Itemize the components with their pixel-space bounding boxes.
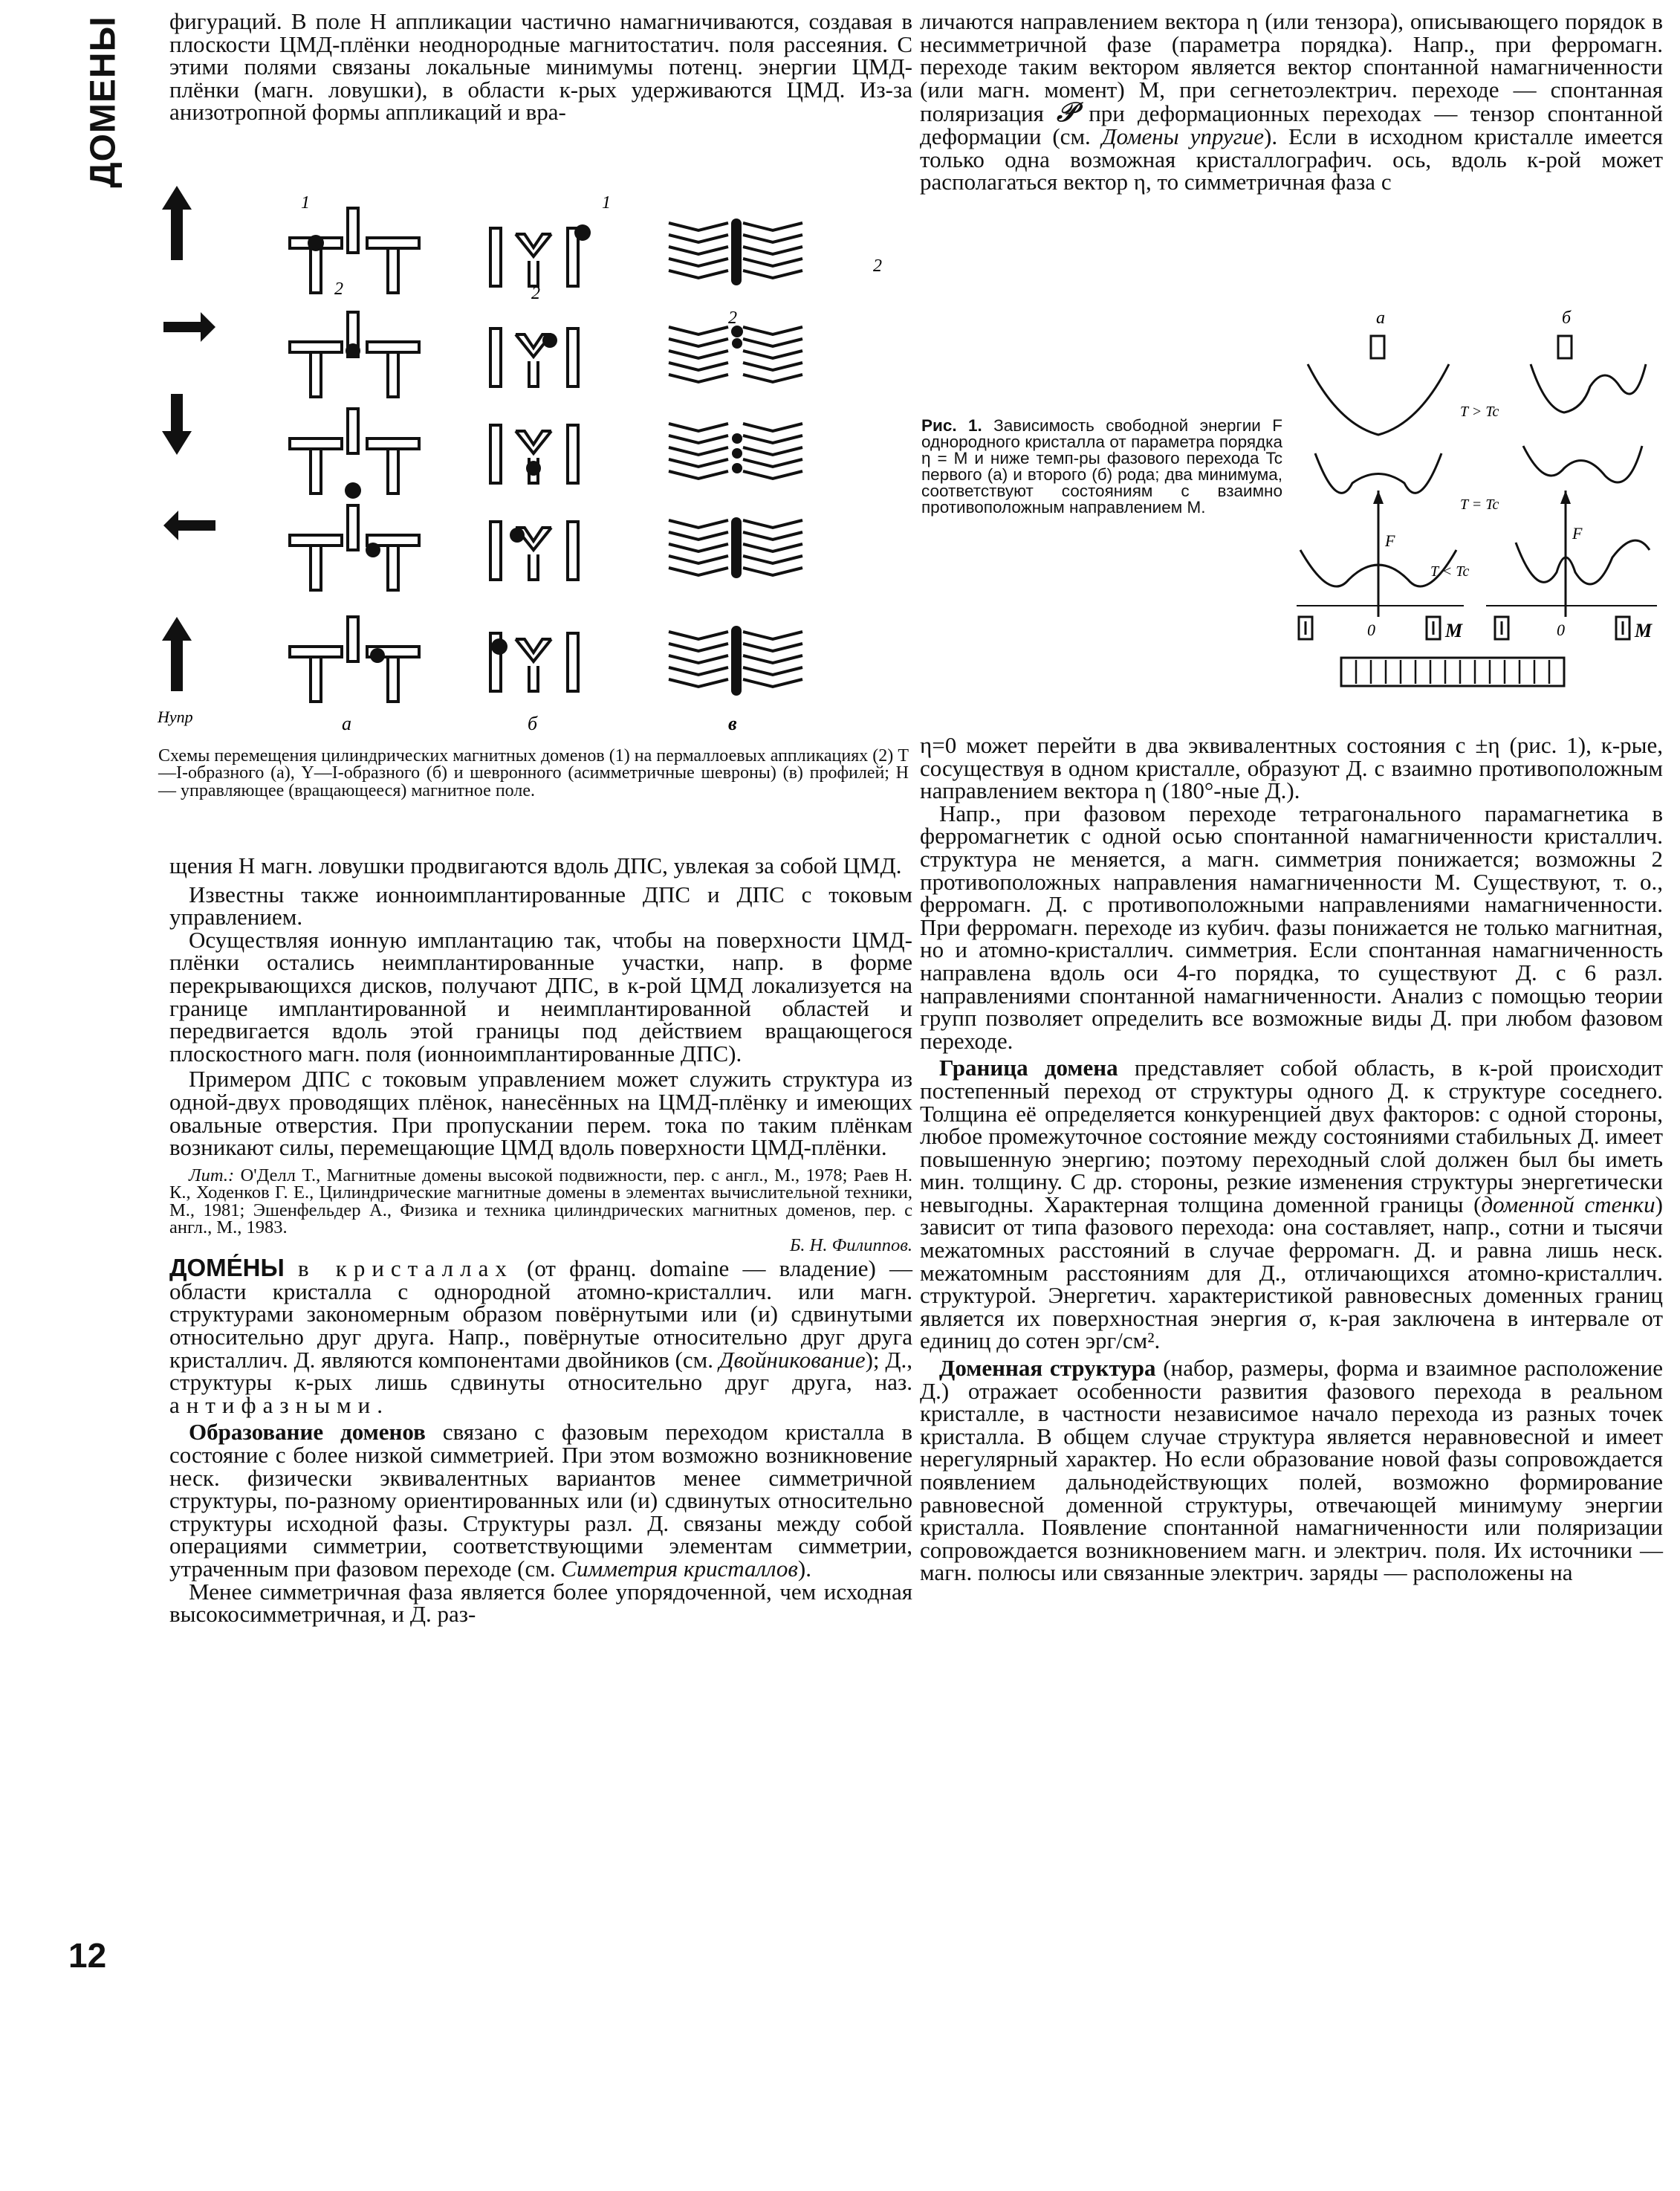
domain-strip xyxy=(1341,658,1564,686)
svg-text:M: M xyxy=(1445,620,1463,641)
structure-head: Доменная структура xyxy=(939,1355,1156,1382)
article-intro-ref: Двойникование xyxy=(719,1346,866,1373)
boundary-paragraph xyxy=(920,1057,1663,1353)
fig2-icon-a xyxy=(1371,336,1384,358)
fig2-axis-f-a: F xyxy=(1385,531,1395,550)
label-2c-2: 2 xyxy=(728,308,737,328)
figure2-caption-head: Рис. 1. xyxy=(921,416,982,435)
boundary-head: Граница домена xyxy=(939,1055,1118,1081)
label-2a: 2 xyxy=(334,279,343,299)
structure-text: (набор, размеры, форма и взаимное расположение Д.) отражает особенности развития фазового перехода в реальном кристалле, в частности независимое начало перехода из разных точек кристалла. В общем случае структура является неравновесной и имеет нерегулярный характер. Но если образование новой фазы сопровождается появлением дальнодействующих полей, возможно формирование равновесной доменной структуры, отвечающей минимуму энергии кристалла. Появление спонтанной намагниченности или поляризации сопровождается возникновением магн. и электрич. поля. Их источники — магн. полюсы или связанные электрич. заряды — расположены на xyxy=(920,1355,1663,1586)
article-term: ДОМЕ́НЫ xyxy=(169,1254,285,1282)
col1-top-paragraph: фигураций. В поле H аппликации частично намагничиваются, создавая в плоскости ЦМД-плёнки неоднородные магнитостатич. поля рассеяния. С этими полями связаны локальные минимумы потенц. энергии ЦМД-плёнки (магн. ловушки), в области к-рых удерживаются ЦМД. Из-за анизотропной формы аппликаций и вра- xyxy=(169,8,912,126)
col2-p1b: при деформационных переходах — тензор спонтанной деформации (см. xyxy=(920,100,1663,149)
col2-paragraph-1: η=0 может перейти в два эквивалентных состояния с ±η (рис. 1), к-рые, сосуществуя в одном кристалле, образуют Д. с взаимно противоположным направлением вектора η (180°-ные Д.). xyxy=(920,732,1663,804)
col1-paragraph-3: Осуществляя ионную имплантацию так, чтобы на поверхности ЦМД-плёнки остались неимплантированные участки, напр. в форме перекрывающихся дисков, получают ДПС, в к-рой ЦМД локализуется на границе имплантированной и неимплантированной областей и передвигается вдоль этой границы под действием вращающегося плоскостного магн. поля (ионноимплантированные ДПС). xyxy=(169,926,912,1067)
fig2-t-gt: T > Tc xyxy=(1460,404,1499,420)
label-2c: 2 xyxy=(873,256,882,276)
boundary-ref: доменной стенки xyxy=(1481,1191,1655,1217)
figure2-caption xyxy=(921,418,1282,516)
less-symmetric-paragraph: Менее симметричная фаза является более упорядоченной, чем исходная высокосимметричная, и Д. раз- xyxy=(169,1578,912,1628)
arrow-down xyxy=(162,394,192,455)
fig2-axis-f-b: F xyxy=(1572,524,1583,543)
col2-p1-ref: Домены упругие xyxy=(1101,123,1265,149)
fig2-icon-b xyxy=(1558,336,1572,358)
col1-paragraph-4: Примером ДПС с токовым управлением может служить структура из одной-двух проводящих плёнок, нанесённых на ЦМД-плёнку и имеющих овальные отверстия. При пропускании перем. тока по таким плёнкам возникают силы, перемещающие ЦМД вдоль поверхности ЦМД-плёнки. xyxy=(169,1066,912,1161)
formation-ref: Симметрия кристаллов xyxy=(561,1555,798,1582)
col1-paragraph-2: Известны также ионноимплантированные ДПС и ДПС с токовым управлением. xyxy=(169,881,912,931)
formation-head: Образование доменов xyxy=(189,1419,426,1446)
panel-label-b: б xyxy=(528,713,538,734)
fig2-axis-row-b xyxy=(1495,617,1653,641)
label-1b: 1 xyxy=(602,193,611,213)
fig2-axis-row-a xyxy=(1299,617,1463,641)
svg-text:M: M xyxy=(1635,620,1653,641)
col2-paragraph-2: Напр., при фазовом переходе тетрагонального парамагнетика в ферромагнетик с одной осью спонтанной намагниченности кристаллич. структура не меняется, а магн. симметрия понижается; возможны 2 противоположных направления намагниченности M. Существуют, т. о., ферромагн. Д. с противоположными направлениями намагниченности. При ферромагн. переходе из кубич. фазы понижается не только магнитная, но и атомно-кристаллич. симметрия. Если спонтанная намагниченность направлена вдоль оси 4-го порядка, то существуют Д. с 6 разл. направлениями спонтанной намагниченности. Анализ с помощью теории групп позволяет определить все возможные виды Д. при любом фазовом переходе. xyxy=(920,800,1663,1054)
svg-text:0: 0 xyxy=(1557,621,1565,639)
article-intro: ДОМЕ́НЫ в кристаллах (от франц. domaine — владение) — области кристалла с однородной атомно-кристаллич. или магн. структурами закономерным образом повёрнутыми или (и) сдвинутыми относительно друг друга. Напр., повёрнутые относительно друг друга кристаллич. Д. являются компонентами двойников (см. Двойникование); Д., структуры к-рых лишь сдвинуты относительно друг друга, наз. антифазными. xyxy=(169,1254,912,1418)
label-2b: 2 xyxy=(531,284,540,303)
fig2-panel-a: а xyxy=(1376,308,1385,328)
panel-label-a: а xyxy=(342,713,351,734)
formation-paragraph xyxy=(169,1421,912,1580)
fig2-panel-b: б xyxy=(1562,308,1572,328)
col2-top-paragraph xyxy=(920,10,1663,194)
svg-text:0: 0 xyxy=(1367,621,1375,639)
formation-tail: ). xyxy=(797,1555,811,1582)
article-intro-tail: ); Д., структуры к-рых лишь сдвинуты относительно друг друга, наз. xyxy=(169,1346,912,1396)
col1-paragraph-1: щения H магн. ловушки продвигаются вдоль ДПС, увлекая за собой ЦМД. xyxy=(169,852,902,878)
label-1a: 1 xyxy=(301,193,310,213)
running-title: ДОМЕНЫ xyxy=(83,16,123,188)
fig2-t-eq: T = Tc xyxy=(1460,496,1499,513)
boundary-text-2: ) зависит от типа фазового перехода: она составляет, напр., сотни и тысячи межатомных расстояний в случае ферромагн. Д. и равна лишь неск. межатомным расстояниям для Д., отличающихся атомно-кристаллич. структурой. Энергетич. характеристикой равновесных доменных границ является их поверхностная энергия σ, к-рая заключена в интервале от единиц до сотен эрг/см². xyxy=(920,1191,1663,1354)
boundary-text-1: представляет собой область, в к-рой происходит постепенный переход от структуры одного Д. к структуре соседнего. Толщина её определяется конкуренцией двух факторов: с одной стороны, любое промежуточное состояние между состояниями стабильных Д. имеет повышенную энергию; поэтому переходный слой должен был бы иметь мин. толщину. С др. стороны, резкие изменения структуры энергетически невыгодны. Характерная толщина доменной границы ( xyxy=(920,1055,1663,1217)
structure-paragraph xyxy=(920,1357,1663,1585)
literature-text: О'Делл Т., Магнитные домены высокой подвижности, пер. с англ., М., 1978; Раев Н. К., Ходенков Г. Е., Цилиндрические магнитные домены в элементах вычислительной техники, М., 1981; Эшенфельдер А., Физика и техника цилиндрических магнитных доменов, пер. с англ., М., 1983. xyxy=(169,1165,912,1238)
col1-body xyxy=(169,852,912,1628)
col2-p1a: личаются направлением вектора η (или тензора), описывающего порядок в несимметричной фазе (параметра порядка). Напр., при ферромагн. переходе таким вектором является вектор спонтанной намагниченности (или магн. момент) M, при сегнетоэлектрич. переходе — спонтанная поляризация xyxy=(920,8,1663,127)
literature-label: Лит.: xyxy=(189,1165,235,1185)
literature xyxy=(169,1167,912,1237)
arrow-up-2 xyxy=(162,617,192,691)
literature-author: Б. Н. Филиппов. xyxy=(789,1234,912,1255)
col2-p1c: ). Если в исходном кристалле имеется только одна возможная кристаллографич. ось, вдоль к-рой может располагаться вектор η, то симметричная фаза с xyxy=(920,123,1663,195)
arrow-left xyxy=(163,511,215,540)
col2-body xyxy=(920,734,1663,1585)
arrow-right xyxy=(163,312,215,342)
figure-free-energy xyxy=(1293,305,1664,706)
formation-text: связано с фазовым переходом кристалла в состояние с более низкой симметрией. При этом возможно возникновение неск. физически эквивалентных вариантов менее симметричной структуры, по-разному ориентированных или (и) сдвинутых относительно структуры исходной фазы. Структуры разл. Д. связаны между собой операциями симметрии, соответствующими элементам симметрии, утраченным при фазовом переходе (см. xyxy=(169,1419,912,1582)
page-number: 12 xyxy=(68,1936,107,1975)
figure1-caption: Схемы перемещения цилиндрических магнитных доменов (1) на пермаллоевых аппликациях (2) Т—I-образного (а), Y—I-образного (б) и шевронного (асимметричные шевроны) (в) профилей; H — управляющее (вращающееся) магнитное поле. xyxy=(158,746,909,800)
field-label: Hупр xyxy=(158,708,193,726)
article-intro-text: (от франц. domaine — владение) — области кристалла с однородной атомно-кристаллич. или магн. структурами закономерным образом повёрнутыми или (и) сдвинутыми относительно друг друга. Напр., повёрнутые относительно друг друга кристаллич. Д. являются компонентами двойников (см. xyxy=(169,1255,912,1373)
figure2-caption-body: Зависимость свободной энергии F однородного кристалла от параметра порядка η = M и ниже темп-ры фазового перехода Tc первого (а) и второго (б) рода; два минимума, соответствуют состояниям с взаимно противоположным направлением M. xyxy=(921,416,1282,517)
fig2-t-lt: T < Tc xyxy=(1430,563,1470,580)
panel-label-c: в xyxy=(728,713,737,734)
article-antiphase: антифазными xyxy=(169,1391,377,1418)
polarization-symbol: 𝒫 xyxy=(1057,97,1077,128)
arrow-up xyxy=(162,186,192,260)
figure-domain-motion xyxy=(156,178,914,743)
article-term-spaced: в кристаллах xyxy=(297,1255,513,1282)
